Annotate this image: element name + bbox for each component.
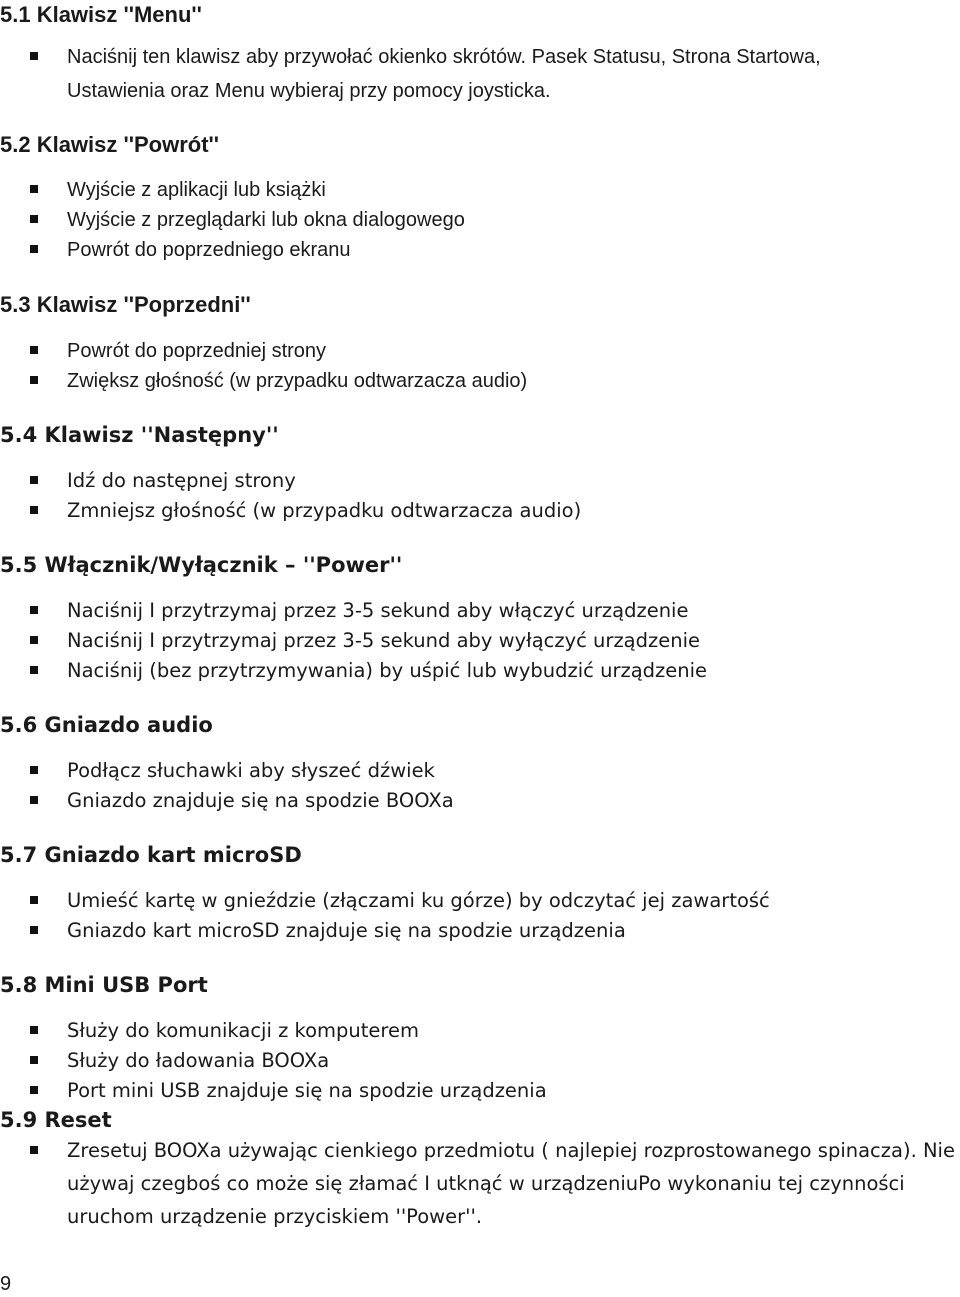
- list-item: Gniazdo kart microSD znajduje się na spodzie urządzenia: [30, 916, 626, 946]
- list-item: Powrót do poprzedniego ekranu: [30, 235, 351, 265]
- section-heading-previous: 5.3 Klawisz ''Poprzedni'': [0, 292, 251, 317]
- section-heading-reset: 5.9 Reset: [0, 1108, 112, 1132]
- page-number: 9: [0, 1273, 12, 1295]
- bullet-icon: [30, 1146, 38, 1154]
- section-heading-back: 5.2 Klawisz ''Powrót'': [0, 132, 219, 157]
- section-heading-mini-usb: 5.8 Mini USB Port: [0, 973, 208, 997]
- bullet-icon: [30, 1086, 38, 1094]
- bullet-icon: [30, 896, 38, 904]
- list-item: Wyjście z przeglądarki lub okna dialogowego: [30, 205, 465, 235]
- list-item-continuation: Ustawienia oraz Menu wybieraj przy pomocy joysticka.: [67, 80, 551, 102]
- list-item: Powrót do poprzedniej strony: [30, 336, 326, 366]
- bullet-icon: [30, 666, 38, 674]
- list-item: Zresetuj BOOXa używając cienkiego przedmiotu ( najlepiej rozprostowanego spinacza). Nie używaj czegboś co może się złamać I utknąć w urządzeniuPo wykonaniu tej czynności uruchom urządzenie przyciskiem ''Power''.: [30, 1134, 960, 1233]
- bullet-icon: [30, 376, 38, 384]
- list-item: Gniazdo znajduje się na spodzie BOOXa: [30, 786, 454, 816]
- bullet-icon: [30, 636, 38, 644]
- bullet-icon: [30, 245, 38, 253]
- list-item: Zwiększ głośność (w przypadku odtwarzacza audio): [30, 366, 527, 396]
- bullet-icon: [30, 52, 38, 60]
- bullet-icon: [30, 1026, 38, 1034]
- bullet-icon: [30, 506, 38, 514]
- section-heading-microsd: 5.7 Gniazdo kart microSD: [0, 843, 302, 867]
- list-item: Naciśnij ten klawisz aby przywołać okienko skrótów. Pasek Statusu, Strona Startowa,: [30, 42, 821, 72]
- list-item: Podłącz słuchawki aby słyszeć dźwiek: [30, 756, 435, 786]
- bullet-icon: [30, 766, 38, 774]
- bullet-icon: [30, 796, 38, 804]
- section-heading-power: 5.5 Włącznik/Wyłącznik – ''Power'': [0, 553, 403, 577]
- bullet-icon: [30, 476, 38, 484]
- list-item: Służy do ładowania BOOXa: [30, 1046, 329, 1076]
- list-item: Naciśnij I przytrzymaj przez 3-5 sekund aby wyłączyć urządzenie: [30, 626, 700, 656]
- list-item: Zmniejsz głośność (w przypadku odtwarzacza audio): [30, 496, 581, 526]
- bullet-icon: [30, 346, 38, 354]
- list-item: Naciśnij I przytrzymaj przez 3-5 sekund aby włączyć urządzenie: [30, 596, 688, 626]
- section-heading-menu: 5.1 Klawisz ''Menu'': [0, 2, 202, 27]
- list-item: Umieść kartę w gnieździe (złączami ku górze) by odczytać jej zawartość: [30, 886, 770, 916]
- list-item: Naciśnij (bez przytrzymywania) by uśpić lub wybudzić urządzenie: [30, 656, 707, 686]
- list-item: Wyjście z aplikacji lub książki: [30, 175, 326, 205]
- bullet-icon: [30, 606, 38, 614]
- list-item: Służy do komunikacji z komputerem: [30, 1016, 419, 1046]
- section-heading-audio-jack: 5.6 Gniazdo audio: [0, 713, 213, 737]
- bullet-icon: [30, 185, 38, 193]
- bullet-icon: [30, 1056, 38, 1064]
- list-item: Port mini USB znajduje się na spodzie urządzenia: [30, 1076, 547, 1106]
- bullet-icon: [30, 926, 38, 934]
- bullet-icon: [30, 215, 38, 223]
- section-heading-next: 5.4 Klawisz ''Następny'': [0, 423, 279, 447]
- list-item: Idź do następnej strony: [30, 466, 296, 496]
